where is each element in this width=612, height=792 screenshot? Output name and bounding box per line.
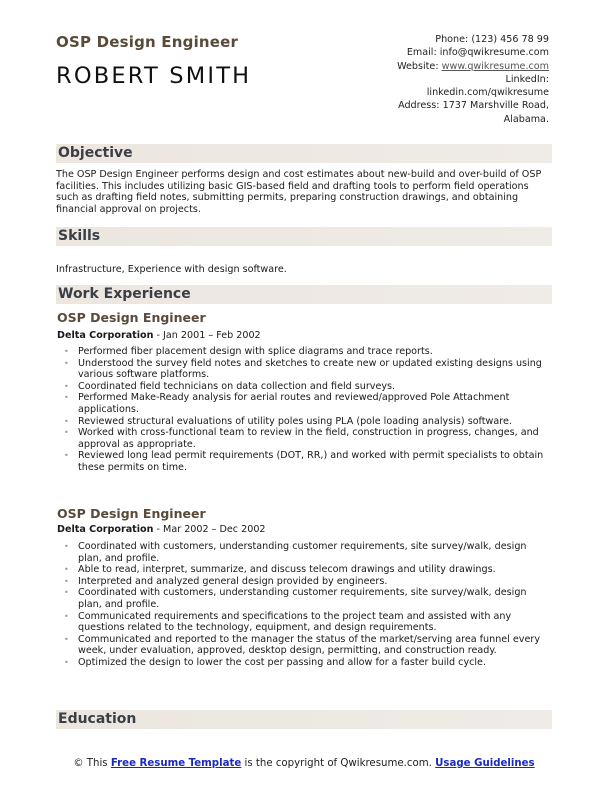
skills-title: Skills [58,228,101,244]
bullet-item: • Able to read, interpret, summarize, and discuss telecom drawings and utility drawings. [60,564,550,576]
email-value: info@qwikresume.com [439,47,549,59]
contact-linkedin: linkedin.com/qwikresume [426,87,549,99]
objective-title: Objective [58,145,133,161]
usage-guidelines-link[interactable]: Usage Guidelines [435,758,535,769]
job-dates: - Mar 2002 – Dec 2002 [153,524,266,535]
education-title: Education [58,711,137,727]
job-dates: - Jan 2001 – Feb 2002 [153,330,261,341]
job-bullets [60,346,550,474]
job-company-line [57,330,261,341]
phone-label: Phone: [435,34,469,45]
website-label: Website: [397,60,439,72]
bullet-item: • Coordinated with customers, understanding customer requirements, site survey/walk, design plan, and profile. [60,587,550,610]
contact-phone [397,33,549,46]
phone-value: (123) 456 78 99 [471,34,549,45]
job-company: Delta Corporation [57,524,154,535]
contact-info [397,33,549,126]
bullet-item: • Performed fiber placement design with splice diagrams and trace reports. [60,346,550,358]
address-label: Address: [398,100,440,112]
website-link[interactable]: www.qwikresume.com [441,60,549,72]
candidate-name: ROBERT SMITH [56,63,252,89]
contact-address-line2: Alabama. [503,113,549,125]
bullet-item: • Performed Make-Ready analysis for aerial routes and reviewed/approved Pole Attachment applications. [60,392,550,415]
bullet-item: • Reviewed structural evaluations of utility poles using PLA (pole loading analysis) software. [60,416,550,428]
contact-website [397,60,549,73]
job-role-title: OSP Design Engineer [57,506,206,521]
bullet-item: • Reviewed long lead permit requirements (DOT, RR,) and worked with permit specialists to obtain these permits on time. [60,450,550,473]
work-experience-section-header [56,285,552,304]
contact-email [397,46,549,59]
job-company: Delta Corporation [57,330,154,341]
email-label: Email: [406,47,437,59]
footer-prefix: © This [73,758,111,769]
footer-middle: is the copyright of Qwikresume.com. [241,758,436,769]
bullet-item: • Worked with cross-functional team to review in the field, construction in progress, changes, and approval as appropriate. [60,427,550,450]
bullet-item: • Coordinated field technicians on data collection and field surveys. [60,381,550,393]
contact-linkedin-label: LinkedIn: [505,73,549,85]
bullet-item: • Interpreted and analyzed general design provided by engineers. [60,576,550,588]
resume-header [56,33,552,128]
header-job-title: OSP Design Engineer [56,33,239,51]
education-section-header [56,710,552,729]
bullet-item: • Communicated requirements and specifications to the project team and assisted with any questions related to the technology, equipment, and design requirements. [60,611,550,634]
bullet-item: • Coordinated with customers, understanding customer requirements, site survey/walk, design plan, and profile. [60,541,550,564]
skills-section-header [56,227,552,246]
bullet-item: • Optimized the design to lower the cost per passing and allow for a faster build cycle. [60,657,550,669]
job-bullets [60,541,550,669]
job-company-line [57,524,266,535]
free-resume-template-link[interactable]: Free Resume Template [110,758,242,769]
address-line1: 1737 Marshville Road, [442,100,549,112]
copyright-footer [56,757,552,770]
work-experience-title: Work Experience [58,286,191,302]
objective-text: The OSP Design Engineer performs design and cost estimates about new-build and over-build of OSP facilities. This includes utilizing basic GIS-based field and drafting tools to perform field operations such as drafting field notes, submitting permits, preparing construction drawings, and obtaining financial approval on projects. [56,169,542,216]
contact-address [397,99,549,112]
skills-text: Infrastructure, Experience with design software. [56,264,287,275]
job-role-title: OSP Design Engineer [57,310,206,325]
bullet-item: • Understood the survey field notes and sketches to create new or updated existing designs using various software platforms. [60,358,550,381]
bullet-item: • Communicated and reported to the manager the status of the market/serving area funnel every week, under evaluation, approved, desktop design, permitting, and construction ready. [60,634,550,657]
objective-section-header [56,144,552,163]
